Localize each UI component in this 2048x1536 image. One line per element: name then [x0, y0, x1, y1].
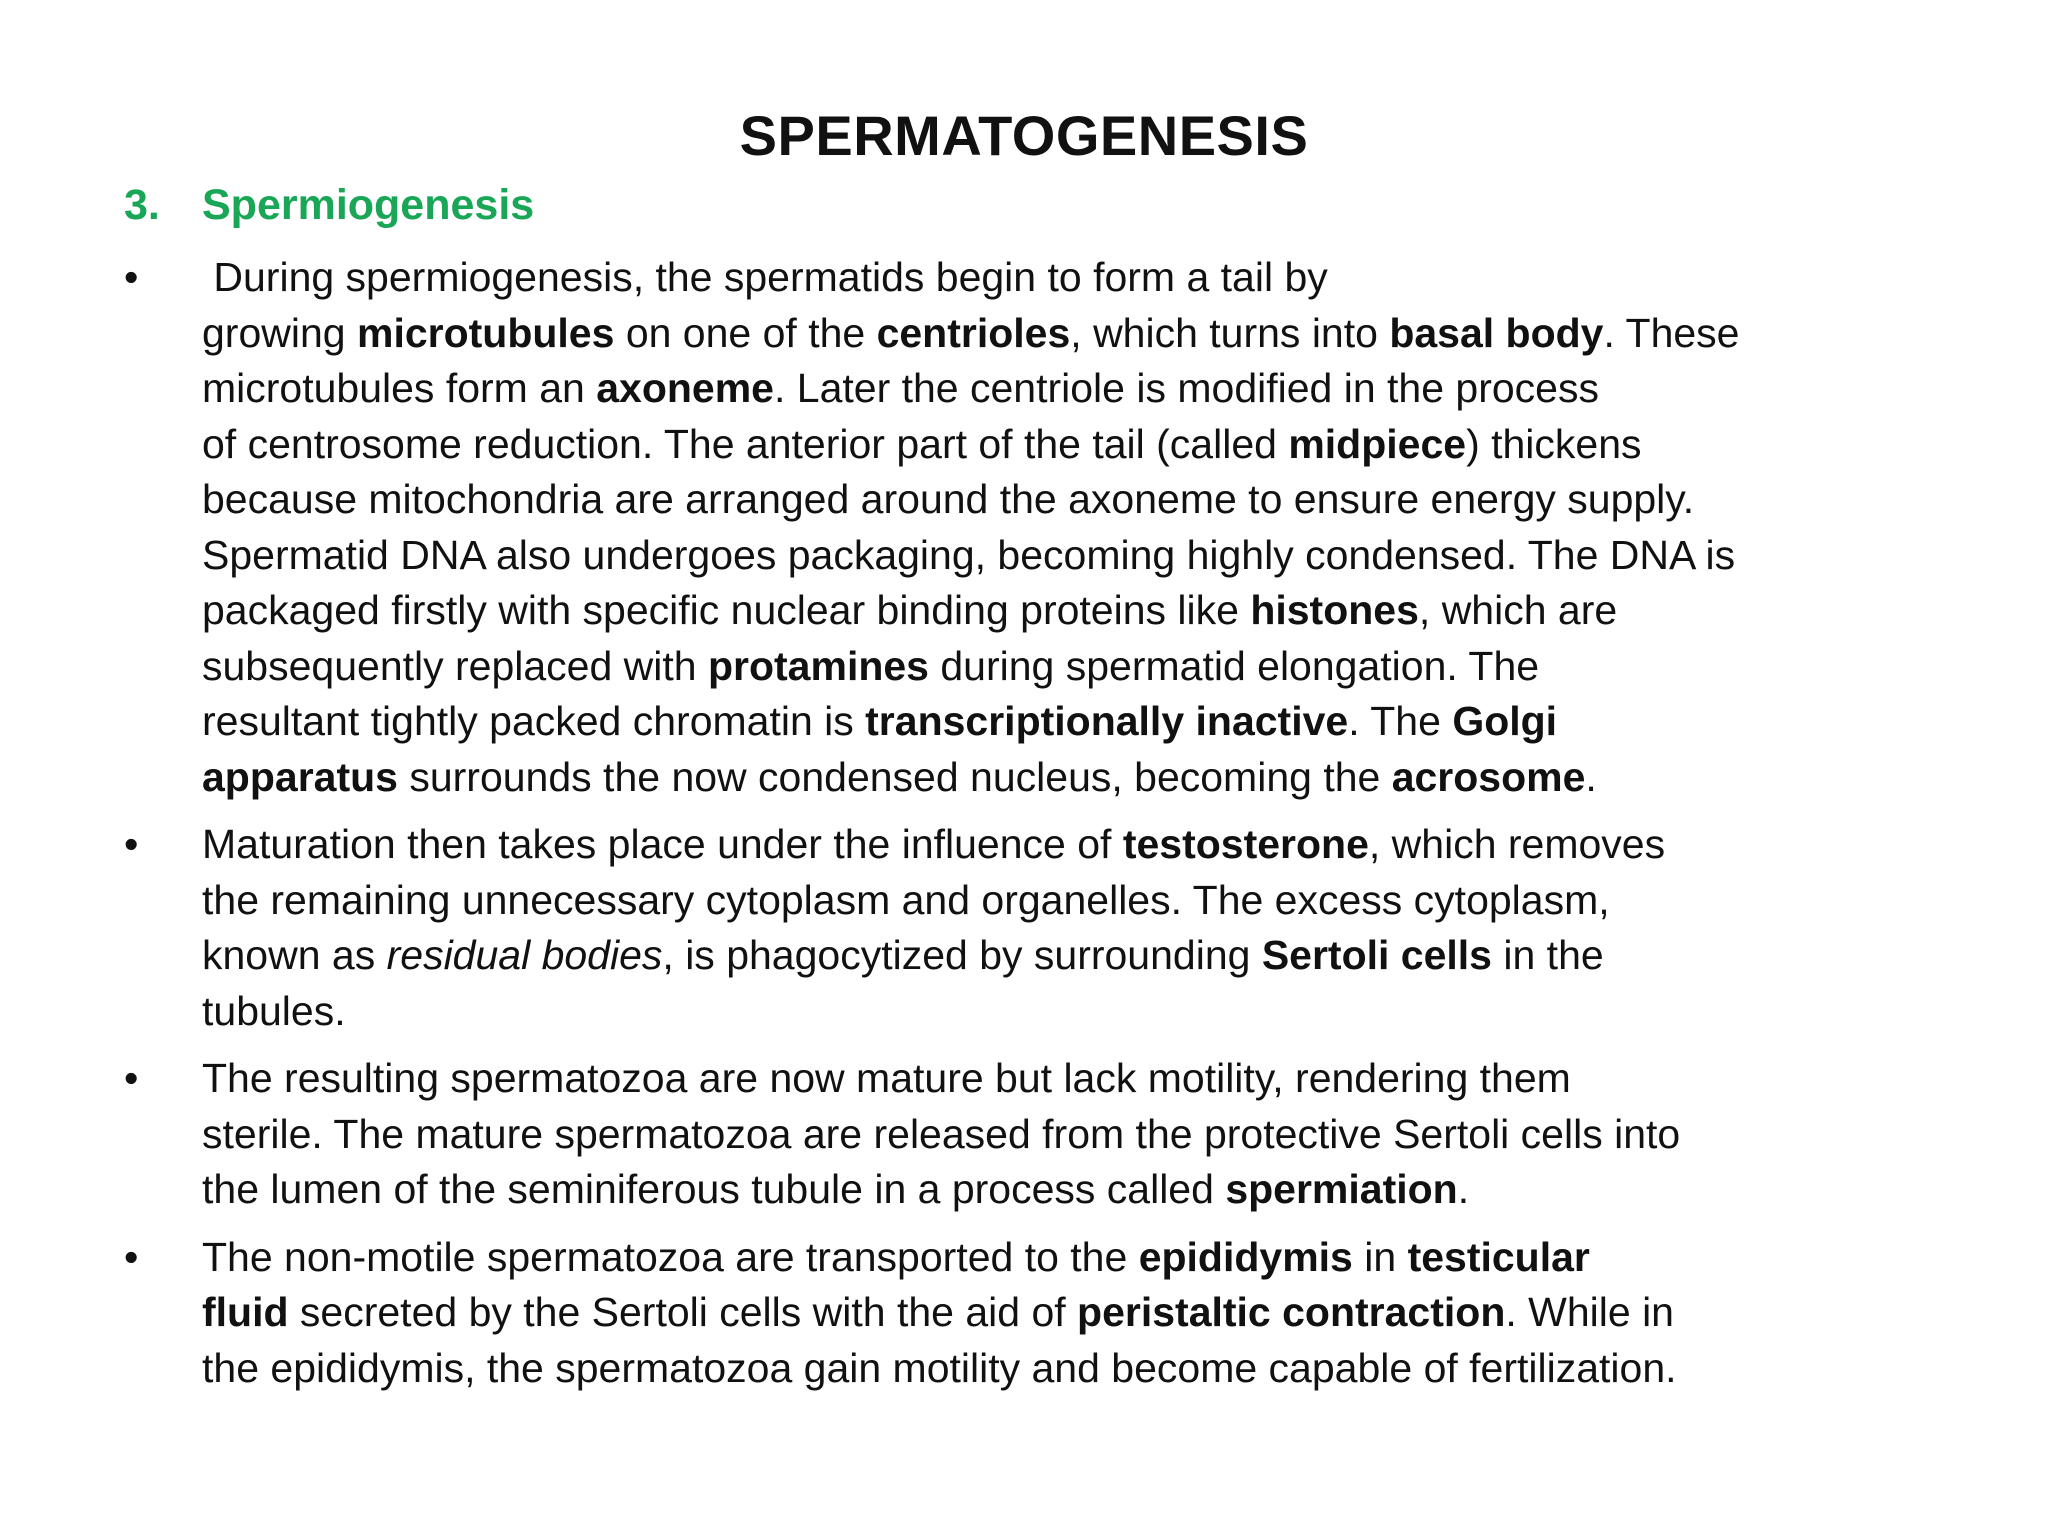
italic-term: residual bodies [386, 932, 663, 978]
text-run: known as [202, 932, 387, 978]
bullet-text [202, 1051, 1944, 1218]
text-run: Spermatid DNA also undergoes packaging, becoming highly condensed. The DNA is [202, 531, 1736, 578]
text-run: . [1457, 1166, 1470, 1212]
text-line [202, 361, 1944, 417]
text-run: , which turns into [1070, 309, 1390, 356]
bold-term: fluid [202, 1289, 289, 1335]
text-run: in the [1491, 932, 1604, 978]
text-line [202, 873, 1944, 929]
text-run: the lumen of the seminiferous tubule in a process called [202, 1166, 1226, 1212]
text-run: . The [1348, 698, 1453, 744]
bold-term: acrosome [1391, 753, 1586, 800]
bullet-dot: • [124, 1233, 139, 1280]
bold-term: spermiation [1225, 1166, 1458, 1212]
bold-term: Sertoli cells [1261, 932, 1492, 978]
text-run: sterile. The mature spermatozoa are released from the protective Sertoli cells into [202, 1110, 1681, 1157]
text-run: , is phagocytized by surrounding [662, 932, 1262, 978]
text-run: . [1585, 753, 1597, 800]
text-line [202, 928, 1944, 984]
text-line [202, 417, 1944, 473]
bold-term: testicular [1407, 1233, 1590, 1280]
text-run: microtubules form an [202, 365, 597, 411]
section-number: 3. [124, 181, 160, 229]
bullet-item [124, 250, 1944, 805]
text-line [202, 1107, 1944, 1163]
text-run: . Later the centriole is modified in the process [773, 365, 1599, 411]
bold-term: testosterone [1122, 821, 1369, 867]
bullet-dot: • [124, 1055, 139, 1101]
text-run: resultant tightly packed chromatin is [202, 698, 866, 744]
text-line [202, 250, 1944, 306]
text-run: , which removes [1368, 821, 1666, 867]
text-line [202, 306, 1944, 362]
text-run: ) thickens [1466, 420, 1642, 467]
text-run: packaged firstly with specific nuclear binding proteins like [202, 587, 1251, 633]
text-run: during spermatid elongation. The [928, 642, 1540, 689]
slide-title: SPERMATOGENESIS [739, 104, 1309, 167]
text-run: tubules. [202, 987, 346, 1034]
text-run: The resulting spermatozoa are now mature but lack motility, rendering them [202, 1055, 1571, 1101]
text-run: During spermiogenesis, the spermatids begin to form a tail by [202, 254, 1328, 300]
text-line [202, 528, 1944, 584]
bold-term: histones [1250, 587, 1419, 633]
bullet-item [124, 817, 1944, 1039]
text-line [202, 1285, 1944, 1341]
bullet-text [202, 1230, 1944, 1397]
text-line [202, 817, 1944, 873]
text-run: the epididymis, the spermatozoa gain motility and become capable of fertilization. [202, 1344, 1677, 1391]
text-line [202, 1341, 1944, 1397]
bullet-dot: • [124, 821, 139, 867]
text-run: because mitochondria are arranged around the axoneme to ensure energy supply. [202, 476, 1695, 522]
text-run: . While in [1505, 1289, 1674, 1335]
bold-term: centrioles [876, 309, 1071, 356]
bold-term: midpiece [1288, 420, 1467, 467]
text-line [202, 750, 1944, 806]
section-title: Spermiogenesis [202, 181, 535, 229]
section-heading [124, 178, 534, 232]
text-run: on one of the [614, 309, 877, 356]
text-run: subsequently replaced with [202, 642, 708, 689]
bold-term: epididymis [1138, 1233, 1353, 1280]
bold-term: axoneme [596, 365, 774, 411]
text-run: growing [202, 309, 357, 356]
text-run: secreted by the Sertoli cells with the aid of [288, 1289, 1078, 1335]
text-line [202, 472, 1944, 528]
text-line [202, 1162, 1944, 1218]
bullet-list [124, 250, 1944, 1408]
text-run: The non-motile spermatozoa are transported to the [202, 1233, 1139, 1280]
text-run: . These [1603, 309, 1740, 356]
bold-term: microtubules [356, 309, 615, 356]
text-line [202, 694, 1944, 750]
bullet-text [202, 250, 1944, 805]
text-run: surrounds the now condensed nucleus, becoming the [397, 753, 1392, 800]
text-run: of centrosome reduction. The anterior part of the tail (called [202, 420, 1289, 467]
bold-term: apparatus [202, 753, 398, 800]
bold-term: basal body [1389, 309, 1604, 356]
bold-term: peristaltic contraction [1077, 1289, 1506, 1335]
bold-term: protamines [707, 642, 929, 689]
text-line [202, 583, 1944, 639]
text-run: the remaining unnecessary cytoplasm and organelles. The excess cytoplasm, [202, 876, 1610, 923]
text-line [202, 1230, 1944, 1286]
bold-term: Golgi [1452, 698, 1558, 744]
text-run: in [1352, 1233, 1408, 1280]
bullet-item [124, 1051, 1944, 1218]
bullet-item [124, 1230, 1944, 1397]
text-line [202, 984, 1944, 1040]
text-line [202, 1051, 1944, 1107]
text-run: Maturation then takes place under the influence of [202, 821, 1123, 867]
text-run: , which are [1418, 587, 1618, 633]
text-line [202, 639, 1944, 695]
bullet-dot: • [124, 254, 139, 300]
bullet-text [202, 817, 1944, 1039]
bold-term: transcriptionally inactive [865, 698, 1349, 744]
